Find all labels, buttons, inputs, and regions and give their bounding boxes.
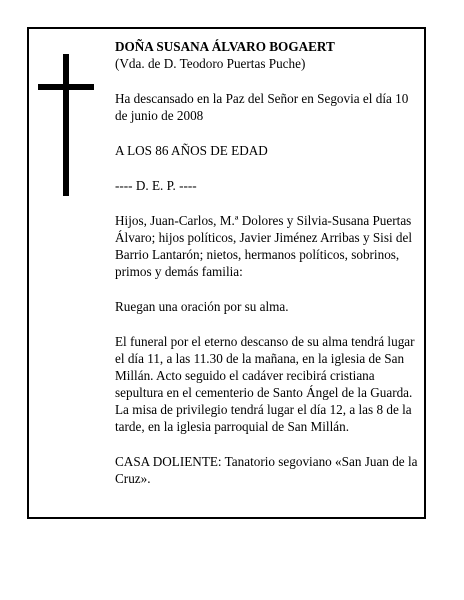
- cross-vertical-bar: [63, 54, 69, 196]
- cross-horizontal-bar: [38, 84, 94, 90]
- prayer-request: Ruegan una oración por su alma.: [115, 299, 289, 314]
- family-list: Hijos, Juan-Carlos, M.ª Dolores y Silvia-Susana Puertas Álvaro; hijos políticos, Javier Jiménez Arribas y Sisi del Barrio Lantarón; nietos, hermanos políticos, sobrinos, primos y demás familia:: [115, 213, 413, 279]
- deceased-name: DOÑA SUSANA ÁLVARO BOGAERT: [115, 39, 335, 54]
- funeral-details: El funeral por el eterno descanso de su alma tendrá lugar el día 11, a las 11.30 de la mañana, en la iglesia de San Millán. Acto seguido el cadáver recibirá cristiana sepultura en el cementerio de Santo Ángel de la Guarda. La misa de privilegio tendrá lugar el día 12, a las 8 de la tarde, en la iglesia parroquial de San Millán.: [115, 334, 415, 434]
- obituary-content: [115, 38, 420, 487]
- widow-of-line: (Vda. de D. Teodoro Puertas Puche): [115, 56, 306, 71]
- age-line: A LOS 86 AÑOS DE EDAD: [115, 143, 268, 158]
- death-announcement: Ha descansado en la Paz del Señor en Segovia el día 10 de junio de 2008: [115, 91, 409, 123]
- mourning-house: CASA DOLIENTE: Tanatorio segoviano «San Juan de la Cruz».: [115, 454, 418, 486]
- rip-line: ---- D. E. P. ----: [115, 178, 197, 193]
